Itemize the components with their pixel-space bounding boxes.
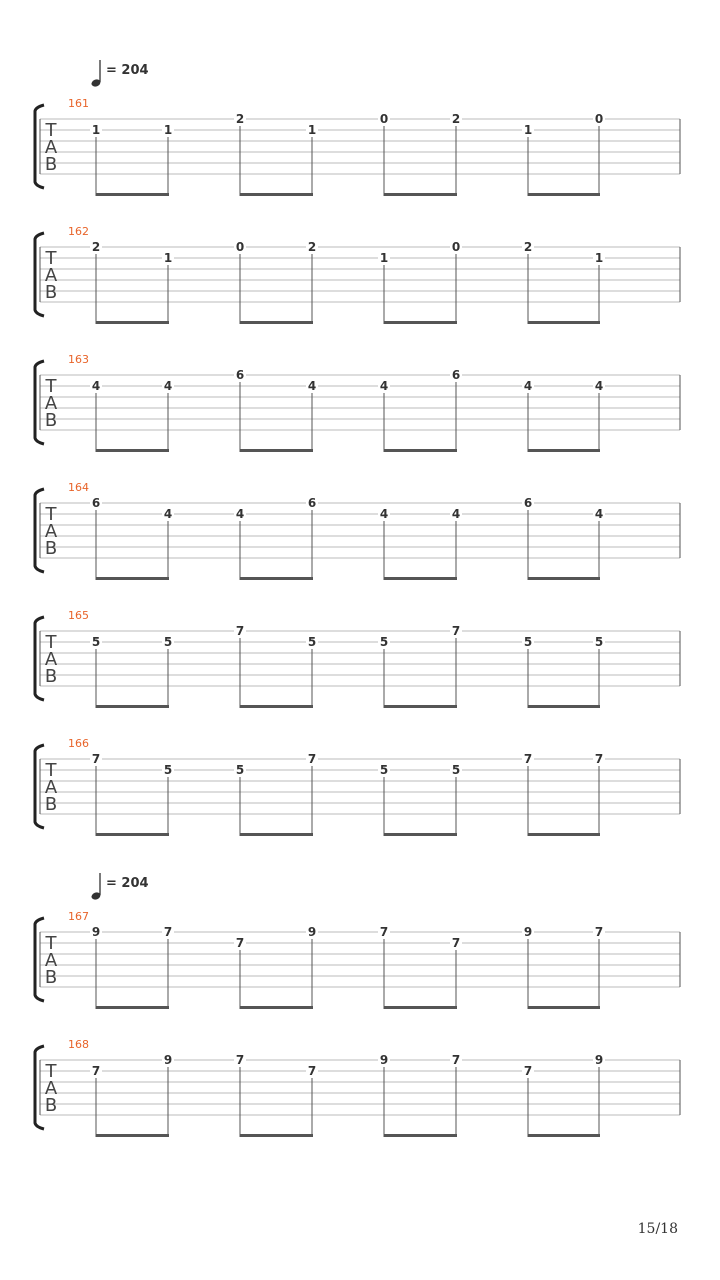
fret-number: 4 [594, 379, 604, 393]
tab-clef-letter: B [44, 410, 58, 431]
fret-number: 9 [379, 1053, 389, 1067]
tab-clef-letter: A [44, 1078, 58, 1099]
tab-clef-letter: T [45, 760, 57, 781]
tab-clef-letter: T [45, 1061, 57, 1082]
fret-number: 7 [91, 752, 101, 766]
eighth-beam [384, 1006, 457, 1009]
eighth-beam [384, 321, 457, 324]
eighth-beam [528, 833, 600, 836]
eighth-beam [384, 449, 457, 452]
eighth-beam [96, 577, 169, 580]
fret-number: 4 [163, 379, 173, 393]
fret-number: 5 [235, 763, 245, 777]
tempo-marking: = 204 [106, 876, 149, 891]
fret-number: 7 [91, 1064, 101, 1078]
fret-number: 4 [379, 379, 389, 393]
eighth-beam [240, 1134, 313, 1137]
eighth-beam [528, 449, 600, 452]
eighth-beam [384, 833, 457, 836]
tab-clef-letter: A [44, 950, 58, 971]
eighth-beam [384, 577, 457, 580]
fret-number: 2 [235, 112, 245, 126]
fret-number: 4 [451, 507, 461, 521]
tab-clef-letter: T [45, 504, 57, 525]
fret-number: 0 [594, 112, 604, 126]
fret-number: 5 [523, 635, 533, 649]
eighth-beam [96, 449, 169, 452]
measure-number: 163 [68, 353, 89, 366]
eighth-beam [240, 193, 313, 196]
eighth-beam [240, 321, 313, 324]
fret-number: 0 [379, 112, 389, 126]
tab-clef-letter: B [44, 538, 58, 559]
eighth-beam [240, 1006, 313, 1009]
fret-number: 7 [523, 1064, 533, 1078]
measure-number: 167 [68, 910, 89, 923]
eighth-beam [528, 1006, 600, 1009]
fret-number: 1 [307, 123, 317, 137]
eighth-beam [96, 321, 169, 324]
fret-number: 5 [163, 763, 173, 777]
measure-number: 165 [68, 609, 89, 622]
fret-number: 6 [235, 368, 245, 382]
fret-number: 4 [594, 507, 604, 521]
fret-number: 7 [163, 925, 173, 939]
eighth-beam [96, 705, 169, 708]
measure-number: 161 [68, 97, 89, 110]
page-number: 15/18 [637, 1221, 678, 1237]
fret-number: 7 [451, 1053, 461, 1067]
tab-clef-letter: B [44, 282, 58, 303]
fret-number: 4 [523, 379, 533, 393]
tab-clef-letter: A [44, 393, 58, 414]
eighth-beam [240, 449, 313, 452]
tempo-marking: = 204 [106, 63, 149, 78]
fret-number: 7 [451, 624, 461, 638]
fret-number: 5 [379, 763, 389, 777]
fret-number: 5 [307, 635, 317, 649]
tab-clef-letter: A [44, 649, 58, 670]
tab-clef-letter: T [45, 248, 57, 269]
fret-number: 6 [307, 496, 317, 510]
tab-clef-letter: A [44, 777, 58, 798]
fret-number: 1 [163, 251, 173, 265]
fret-number: 5 [594, 635, 604, 649]
fret-number: 7 [523, 752, 533, 766]
tab-clef-letter: T [45, 632, 57, 653]
tab-clef-letter: T [45, 933, 57, 954]
fret-number: 9 [163, 1053, 173, 1067]
eighth-beam [96, 833, 169, 836]
eighth-beam [240, 705, 313, 708]
tab-clef-letter: B [44, 666, 58, 687]
fret-number: 0 [235, 240, 245, 254]
fret-number: 7 [307, 1064, 317, 1078]
eighth-beam [384, 193, 457, 196]
fret-number: 9 [307, 925, 317, 939]
fret-number: 6 [523, 496, 533, 510]
eighth-beam [528, 577, 600, 580]
eighth-beam [240, 577, 313, 580]
fret-number: 2 [451, 112, 461, 126]
eighth-beam [384, 1134, 457, 1137]
fret-number: 4 [235, 507, 245, 521]
fret-number: 5 [163, 635, 173, 649]
fret-number: 5 [379, 635, 389, 649]
fret-number: 4 [163, 507, 173, 521]
measure-number: 162 [68, 225, 89, 238]
fret-number: 9 [91, 925, 101, 939]
eighth-beam [96, 193, 169, 196]
fret-number: 7 [235, 1053, 245, 1067]
fret-number: 7 [235, 624, 245, 638]
fret-number: 7 [594, 752, 604, 766]
fret-number: 7 [594, 925, 604, 939]
fret-number: 4 [91, 379, 101, 393]
fret-number: 1 [163, 123, 173, 137]
tab-clef-letter: T [45, 376, 57, 397]
eighth-beam [528, 193, 600, 196]
fret-number: 6 [451, 368, 461, 382]
fret-number: 7 [379, 925, 389, 939]
fret-number: 9 [594, 1053, 604, 1067]
tab-clef-letter: B [44, 967, 58, 988]
tab-clef-letter: A [44, 521, 58, 542]
tab-clef-letter: B [44, 794, 58, 815]
fret-number: 7 [235, 936, 245, 950]
fret-number: 4 [307, 379, 317, 393]
fret-number: 5 [91, 635, 101, 649]
fret-number: 2 [523, 240, 533, 254]
eighth-beam [384, 705, 457, 708]
fret-number: 6 [91, 496, 101, 510]
fret-number: 0 [451, 240, 461, 254]
fret-number: 1 [594, 251, 604, 265]
fret-number: 2 [307, 240, 317, 254]
fret-number: 4 [379, 507, 389, 521]
tab-clef-letter: A [44, 137, 58, 158]
eighth-beam [528, 705, 600, 708]
fret-number: 1 [91, 123, 101, 137]
fret-number: 1 [379, 251, 389, 265]
tab-clef-letter: B [44, 154, 58, 175]
measure-number: 164 [68, 481, 89, 494]
eighth-beam [528, 321, 600, 324]
fret-number: 7 [307, 752, 317, 766]
eighth-beam [96, 1134, 169, 1137]
eighth-beam [240, 833, 313, 836]
tab-clef-letter: B [44, 1095, 58, 1116]
eighth-beam [96, 1006, 169, 1009]
fret-number: 9 [523, 925, 533, 939]
measure-number: 168 [68, 1038, 89, 1051]
fret-number: 2 [91, 240, 101, 254]
fret-number: 1 [523, 123, 533, 137]
tab-clef-letter: T [45, 120, 57, 141]
eighth-beam [528, 1134, 600, 1137]
fret-number: 5 [451, 763, 461, 777]
tab-clef-letter: A [44, 265, 58, 286]
fret-number: 7 [451, 936, 461, 950]
measure-number: 166 [68, 737, 89, 750]
